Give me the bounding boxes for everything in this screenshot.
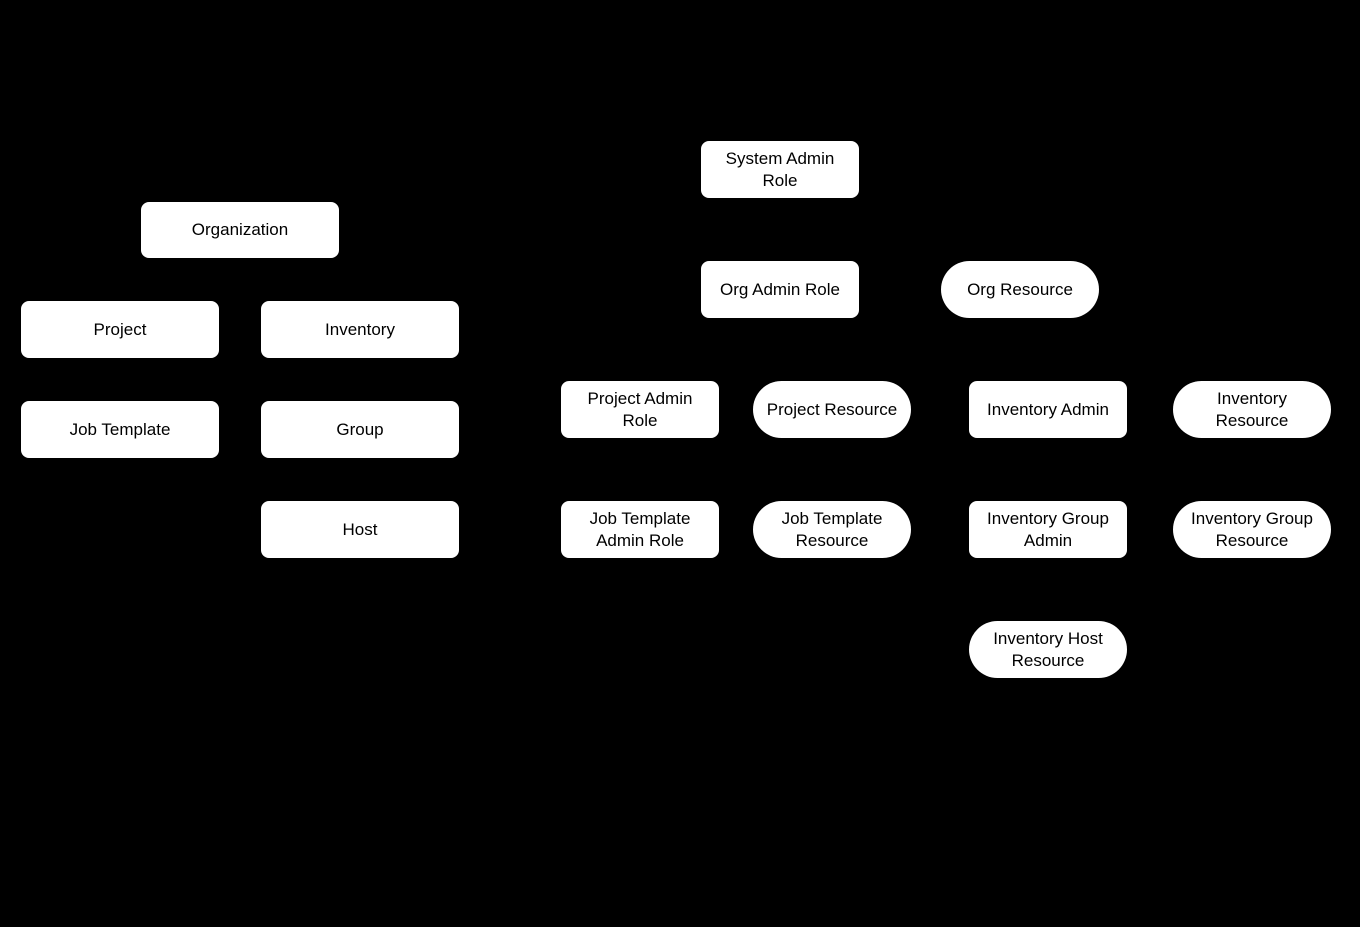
node-label-line: Project Resource [766, 399, 898, 419]
node-label-line: Resource [1215, 530, 1289, 550]
node-group [261, 401, 459, 458]
node-label-line: Organization [191, 220, 289, 239]
node-label-line: Role [762, 170, 798, 190]
node-label-line: Resource [1011, 650, 1085, 670]
node-org-admin-role [701, 261, 859, 318]
node-label-line: Inventory [325, 319, 395, 339]
node-label-line: Job Template [589, 508, 691, 528]
node-label-line: Resource [1215, 410, 1289, 430]
node-inventory-resource [1173, 381, 1331, 438]
node-label-line: System Admin [725, 148, 835, 168]
node-label-line: Project Admin [587, 388, 693, 408]
node-inventory-admin [969, 381, 1127, 438]
node-system-admin-role [701, 141, 859, 198]
node-label-line: Inventory [1217, 388, 1287, 408]
node-job-template-resource [753, 501, 911, 558]
node-label-line: Admin Role [596, 530, 684, 550]
node-project-resource [753, 381, 911, 438]
node-label-line: Inventory Host [993, 628, 1103, 648]
node-project-admin-role [561, 381, 719, 438]
node-inventory [261, 301, 459, 358]
node-organization [141, 202, 339, 258]
node-label-line: Host [342, 519, 378, 539]
node-label-line: Inventory Group [1191, 508, 1313, 528]
node-label-line: Role [622, 410, 658, 430]
node-inventory-group-resource [1173, 501, 1331, 558]
node-org-resource [941, 261, 1099, 318]
node-job-template-admin-role [561, 501, 719, 558]
node-label-line: Inventory Group [987, 508, 1109, 528]
node-inventory-group-admin [969, 501, 1127, 558]
node-label-line: Inventory Admin [987, 399, 1109, 419]
node-job-template [21, 401, 219, 458]
node-project [21, 301, 219, 358]
node-label-line: Org Resource [967, 279, 1073, 299]
node-label-line: Job Template [69, 419, 171, 439]
node-label-line: Org Admin Role [720, 279, 840, 299]
node-inventory-host-resource [969, 621, 1127, 678]
node-host [261, 501, 459, 558]
node-label-line: Resource [795, 530, 869, 550]
node-label-line: Admin [1023, 530, 1073, 550]
node-label-line: Group [336, 419, 384, 439]
node-label-line: Job Template [781, 508, 883, 528]
node-label-line: Project [93, 319, 147, 339]
